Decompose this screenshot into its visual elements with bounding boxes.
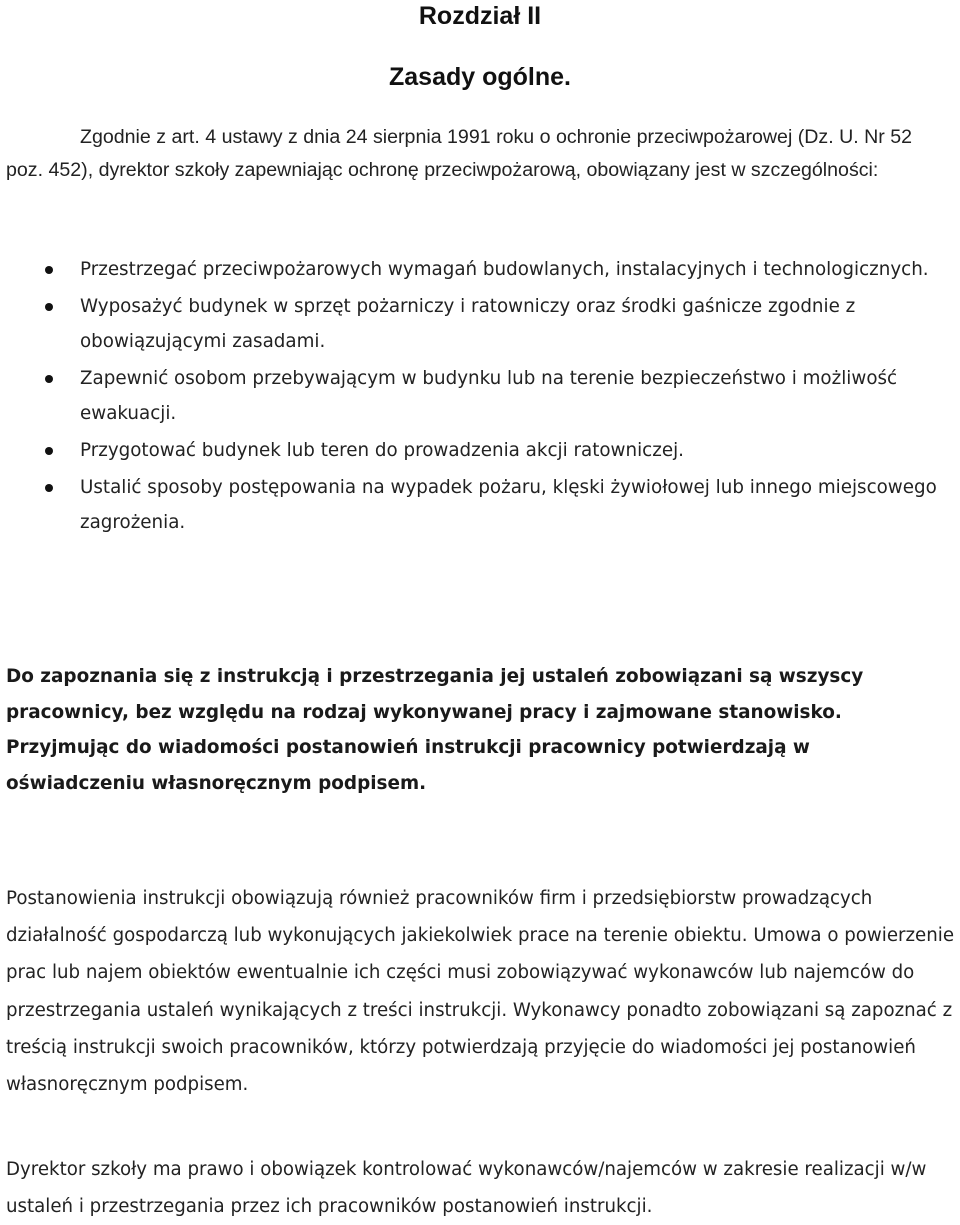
chapter-title: Rozdział II bbox=[418, 2, 542, 30]
bullet-icon bbox=[45, 375, 53, 383]
list-item-text: Przestrzegać przeciwpożarowych wymagań budowlanych, instalacyjnych i technologicznych. bbox=[80, 259, 929, 280]
list-item-text: Przygotować budynek lub teren do prowadzenia akcji ratowniczej. bbox=[80, 440, 684, 461]
list-item bbox=[0, 470, 952, 540]
list-item bbox=[0, 289, 952, 359]
director-paragraph: Dyrektor szkoły ma prawo i obowiązek kontrolować wykonawców/najemców w zakresie realizacji w/w ustaleń i przestrzegania przez ich pracowników postanowień instrukcji. bbox=[6, 1159, 927, 1218]
intro-paragraph: Zgodnie z art. 4 ustawy z dnia 24 sierpnia 1991 roku o ochronie przeciwpożarowej (Dz. U. Nr 52 poz. 452), dyrektor szkoły zapewniając ochronę przeciwpożarową, obowiązany jest w szczególności: bbox=[6, 126, 913, 181]
list-item bbox=[0, 361, 952, 431]
contractors-paragraph: Postanowienia instrukcji obowiązują również pracowników firm i przedsiębiorstw prowadzących działalność gospodarczą lub wykonujących jakiekolwiek prace na terenie obiektu. Umowa o powierzenie prac lub najem obiektów ewentualnie ich części musi zobowiązywać wykonawców lub najemców do przestrzegania ustaleń wynikających z treści instrukcji. Wykonawcy ponadto zobowiązani są zapoznać z treścią instrukcji swoich pracowników, którzy potwierdzają przyjęcie do wiadomości jej postanowień własnoręcznym podpisem. bbox=[6, 888, 955, 1096]
section-title: Zasady ogólne. bbox=[389, 63, 571, 91]
obligation-paragraph: Do zapoznania się z instrukcją i przestrzegania jej ustaleń zobowiązani są wszyscy pracownicy, bez względu na rodzaj wykonywanej pracy i zajmowane stanowisko. Przyjmując do wiadomości postanowień instrukcji pracownicy potwierdzają w oświadczeniu własnoręcznym podpisem. bbox=[6, 666, 864, 794]
list-item-text: Wyposażyć budynek w sprzęt pożarniczy i ratowniczy oraz środki gaśnicze zgodnie z obowiązującymi zasadami. bbox=[80, 296, 856, 352]
list-item-text: Ustalić sposoby postępowania na wypadek pożaru, klęski żywiołowej lub innego miejscowego zagrożenia. bbox=[80, 477, 937, 533]
list-item bbox=[0, 433, 952, 468]
obligations-list bbox=[0, 252, 952, 542]
bullet-icon bbox=[45, 266, 53, 274]
list-item-text: Zapewnić osobom przebywającym w budynku lub na terenie bezpieczeństwo i możliwość ewakuacji. bbox=[80, 368, 898, 424]
list-item bbox=[0, 252, 952, 287]
bullet-icon bbox=[45, 484, 53, 492]
bullet-icon bbox=[45, 447, 53, 455]
bullet-icon bbox=[45, 303, 53, 311]
